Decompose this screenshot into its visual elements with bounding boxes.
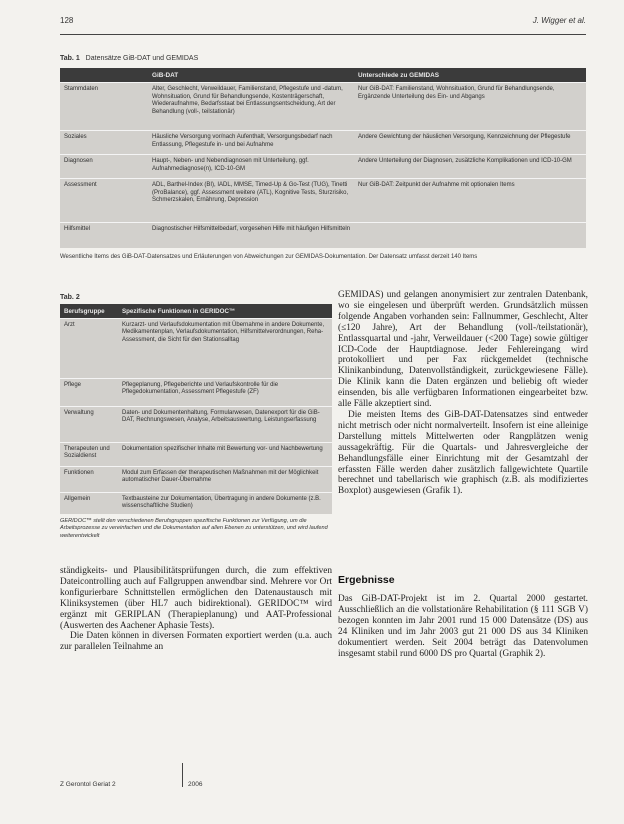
- table2-cell-functions: Textbausteine zur Dokumentation, Übertragung in andere Dokumente (z.B. wissenschaftliche Studien): [122, 496, 321, 510]
- table-row: [60, 130, 586, 154]
- section-heading: Ergebnisse: [338, 574, 395, 586]
- table2-cell-group: Allgemein: [64, 496, 91, 502]
- table2-header-group: Berufsgruppe: [64, 308, 105, 315]
- table1: [60, 68, 586, 248]
- table1-cell-label: Hilfsmittel: [64, 226, 91, 232]
- table1-cell-gibdat: Haupt-, Neben- und Nebendiagnosen mit Unterteilung, ggf. Aufnahmediagnose(n), ICD-10-GM: [152, 158, 309, 172]
- table-row: [60, 378, 332, 406]
- running-author: J. Wigger et al.: [532, 16, 586, 25]
- journal-year: 2006: [188, 781, 203, 788]
- table1-header-gibdat: GiB-DAT: [152, 72, 179, 79]
- footer-divider: [182, 763, 183, 787]
- table2-cell-functions: Modul zum Erfassen der therapeutischen Maßnahmen mit der Möglichkeit automatischer Dauer-Übernahme: [122, 470, 319, 484]
- table1-label: Tab. 1: [60, 55, 80, 62]
- table1-cell-gemidas: Andere Gewichtung der häuslichen Versorgung, Kennzeichnung der Pflegestufe: [358, 134, 571, 140]
- table-row: [60, 154, 586, 178]
- table1-cell-gemidas: Nur GiB-DAT: Familienstand, Wohnsituation, Grund für Behandlungsende, Ergänzende Unterteilung des Ein- und Abgangs: [358, 86, 555, 100]
- body-paragraph: Die meisten Items des GiB-DAT-Datensatzes sind entweder nicht metrisch oder nicht normalverteilt. Insofern ist eine alleinige Darstellung mittels Mittelwerten oder Rangplätzen wenig aussagekräftig. Für die Quartals- und Jahresvergleiche der Behandlungsfälle einer Einrichtung mit der Gesamtzahl der erfassten Fälle werden daher zusätzlich fallgewichtete Quartile berechnet und tabellarisch wie graphisch (z.B. als modifiziertes Boxplot) ausgewiesen (Grafik 1).: [338, 409, 588, 497]
- table-row: [60, 82, 586, 130]
- table-row: [60, 178, 586, 222]
- body-paragraph: ständigkeits- und Plausibilitätsprüfungen durch, die zum effektiven Dateicontrolling auch auf Fallgruppen anwendbar sind. Mehrere vor Ort konfigurierbare Schnittstellen ermöglichen den Datenaustausch mit Kliniksystemen (über HL7 auch bidirektional). GERIDOC™ wird ergänzt mit GERIPLAN (Therapieplanung) und AAT-Professional (Auswerten des Aachener Aphasie Tests).: [60, 566, 332, 631]
- page-number: 128: [60, 16, 74, 25]
- table1-cell-label: Stammdaten: [64, 86, 99, 92]
- table2-note: GERIDOC™ stellt den verschiedenen Berufsgruppen spezifische Funktionen zur Verfügung, um die Arbeitsprozesse zu vereinfachen und die Dokumentation auf allen Ebenen zu unterstützen, und wird laufend weiterentwickelt: [60, 518, 328, 539]
- table1-note: Wesentliche Items des GiB-DAT-Datensatzes und Erläuterungen von Abweichungen zur GEMIDAS-Dokumentation. Der Datensatz umfasst derzeit 140 Items: [60, 254, 478, 260]
- table-row: [60, 318, 332, 378]
- header-rule: [60, 34, 586, 35]
- table1-cell-label: Assessment: [64, 182, 97, 188]
- table1-caption: [60, 55, 198, 62]
- table1-cell-label: Diagnosen: [64, 158, 93, 164]
- table-row: [60, 406, 332, 442]
- table2-header-functions: Spezifische Funktionen in GERIDOC™: [122, 308, 236, 315]
- table2-cell-group: Therapeuten und Sozialdienst: [64, 446, 110, 460]
- table-row: [60, 222, 586, 248]
- body-right-column: [338, 290, 588, 497]
- table1-cell-gemidas: Nur GiB-DAT: Zeitpunkt der Aufnahme mit optionalen Items: [358, 182, 515, 188]
- table-row: [60, 442, 332, 466]
- table2-cell-group: Pflege: [64, 382, 82, 388]
- table2-cell-group: Arzt: [64, 322, 75, 328]
- table1-header-gemidas: Unterschiede zu GEMIDAS: [358, 72, 439, 79]
- body-left-column: [60, 566, 332, 653]
- table1-cell-gibdat: ADL, Barthel-Index (BI), IADL, MMSE, Timed-Up & Go-Test (TUG), Tinetti (ProBalance), ggf. Assessment weitere (ATL), Kognitive Tests, Sturzrisiko, Schmerzskalen, Ernährung, Depression: [152, 182, 349, 204]
- table2-cell-functions: Kurzarzt- und Verlaufsdokumentation mit Übernahme in andere Dokumente, Medikamentenplan, Verlaufsdokumentation, Hilfsmittelverordnungen, Reha-Assessment, die Sicht für den Stationsalltag: [122, 322, 325, 343]
- table1-cell-gibdat: Alter, Geschlecht, Verweildauer, Familienstand, Pflegestufe und -datum, Wohnsituation, Grund für Behandlungsende, Kostenträgerschaft, Wiederaufnahme, Bedarfsstaat bei Entlassungsentscheidung, Art der Behandlung (voll-, teilstationär): [152, 86, 343, 115]
- table2-cell-functions: Daten- und Dokumentenhaltung, Formularwesen, Datenexport für die GiB-DAT, Rechnungswesen, Analyse, Arbeitsauswertung, Leistungserfassung: [122, 410, 320, 424]
- table1-header-row: [60, 68, 586, 82]
- table2-cell-functions: Dokumentation spezifischer Inhalte mit Bewertung vor- und Nachbewertung: [122, 446, 323, 452]
- section-body: Das GiB-DAT-Projekt ist im 2. Quartal 2000 gestartet. Ausschließlich an die vollstationäre Rehabilitation (§ 111 SGB V) bezogen konnten im Jahr 2001 rund 15 000 Datensätze (DS) aus 24 Kliniken und im Jahr 2003 gut 21 000 DS aus 34 Kliniken dokumentiert werden. Seit 2004 beträgt das Datenvolumen insgesamt stabil rund 6000 DS pro Quartal (Graphik 2).: [338, 594, 588, 659]
- page-footer: [60, 775, 260, 795]
- table1-cell-gibdat: Häusliche Versorgung vor/nach Aufenthalt, Versorgungsbedarf nach Entlassung, Pflegestufe in- und bei Aufnahme: [152, 134, 333, 148]
- table2-header-row: [60, 304, 332, 318]
- table2-cell-group: Funktionen: [64, 470, 94, 476]
- table1-cell-gibdat: Diagnostischer Hilfsmittelbedarf, vorgesehen Hilfe mit häufigen Hilfsmitteln: [152, 226, 351, 232]
- table1-cell-gemidas: Andere Unterteilung der Diagnosen, zusätzliche Komplikationen und ICD-10-GM: [358, 158, 572, 164]
- table2-cell-group: Verwaltung: [64, 410, 94, 416]
- body-paragraph: Die Daten können in diversen Formaten exportiert werden (u.a. auch zur parallelen Teilnahme an: [60, 631, 332, 653]
- table2-label: Tab. 2: [60, 294, 80, 301]
- journal-source: Z Gerontol Geriat 2: [60, 781, 116, 788]
- table-row: [60, 466, 332, 492]
- table1-caption-text: Datensätze GiB-DAT und GEMIDAS: [85, 55, 199, 62]
- table2-cell-functions: Pflegeplanung, Pflegeberichte und Verlaufskontrolle für die Pflegedokumentation, Assessment Pflegestufe (ZF): [122, 382, 279, 396]
- table1-cell-label: Soziales: [64, 134, 87, 140]
- table2: [60, 304, 332, 514]
- table-row: [60, 492, 332, 514]
- body-paragraph: GEMIDAS) und gelangen anonymisiert zur zentralen Datenbank, wo sie eingelesen und überprüft werden. Grundsätzlich müssen folgende Angaben vorhanden sein: Fallnummer, Geschlecht, Alter (≤120 Jahre), Art der Behandlung (voll-/teilstationär), Entlassquartal und -jahr, Verweildauer (<200 Tage) sowie gültiger ICD-Code der Hauptdiagnose. Jeder Fehlereingang wird protokolliert und per Fax rückgemeldet (technische Klinikanbindung, Datenvollständigkeit, zurückgewiesene Fälle). Die Klinik kann die Daten ergänzen und beliebig oft wieder einsenden, bis alle verfügbaren Informationen eingearbeitet bzw. alle Fälle akzeptiert sind.: [338, 290, 588, 410]
- running-header: [60, 14, 586, 30]
